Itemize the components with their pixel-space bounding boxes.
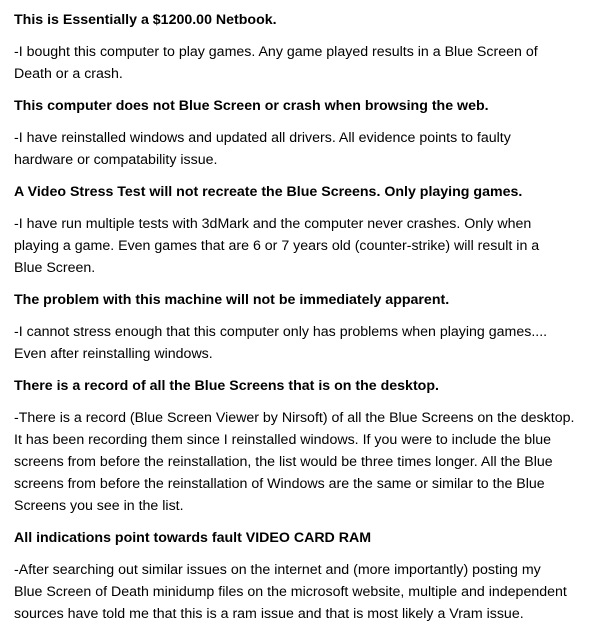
section-heading: This computer does not Blue Screen or crash when browsing the web. <box>14 98 489 114</box>
paragraph-line: -I have run multiple tests with 3dMark and the computer never crashes. Only when <box>14 216 532 232</box>
section-heading: There is a record of all the Blue Screens that is on the desktop. <box>14 378 439 394</box>
section-blue-screen-record <box>14 375 593 517</box>
section-paragraph <box>14 127 593 171</box>
paragraph-line: playing a game. Even games that are 6 or 7 years old (counter-strike) will result in a <box>14 238 540 254</box>
section-heading: A Video Stress Test will not recreate the Blue Screens. Only playing games. <box>14 184 523 200</box>
paragraph-line: -After searching out similar issues on the internet and (more importantly) posting my <box>14 562 541 578</box>
section-paragraph <box>14 41 593 85</box>
section-video-card-ram <box>14 527 593 625</box>
paragraph-line: screens from before the reinstallation of Windows are the same or similar to the Blue <box>14 476 545 492</box>
paragraph-line: -I bought this computer to play games. Any game played results in a Blue Screen of <box>14 44 538 60</box>
paragraph-line: Death or a crash. <box>14 66 123 82</box>
section-browsing <box>14 95 593 171</box>
section-heading: The problem with this machine will not be immediately apparent. <box>14 292 450 308</box>
paragraph-line: -I have reinstalled windows and updated all drivers. All evidence points to faulty <box>14 130 511 146</box>
paragraph-line: -I cannot stress enough that this computer only has problems when playing games.... <box>14 324 548 340</box>
section-paragraph <box>14 559 593 625</box>
paragraph-line: Blue Screen. <box>14 260 96 276</box>
section-heading: All indications point towards fault VIDEO CARD RAM <box>14 530 372 546</box>
paragraph-line: Blue Screen of Death minidump files on the microsoft website, multiple and independent <box>14 584 567 600</box>
section-paragraph <box>14 213 593 279</box>
section-heading: This is Essentially a $1200.00 Netbook. <box>14 12 277 28</box>
paragraph-line: hardware or compatability issue. <box>14 152 218 168</box>
paragraph-line: It has been recording them since I reinstalled windows. If you were to include the blue <box>14 432 552 448</box>
section-stress-test <box>14 181 593 279</box>
section-paragraph <box>14 321 593 365</box>
paragraph-line: screens from before the reinstallation, the list would be three times longer. All the Blue <box>14 454 553 470</box>
section-problem-apparent <box>14 289 593 365</box>
paragraph-line: sources have told me that this is a ram issue and that is most likely a Vram issue. <box>14 606 524 622</box>
paragraph-line: Even after reinstalling windows. <box>14 346 213 362</box>
section-paragraph <box>14 407 593 517</box>
paragraph-line: Screens you see in the list. <box>14 498 184 514</box>
paragraph-line: -There is a record (Blue Screen Viewer by Nirsoft) of all the Blue Screens on the desktop. <box>14 410 575 426</box>
section-netbook <box>14 9 593 85</box>
